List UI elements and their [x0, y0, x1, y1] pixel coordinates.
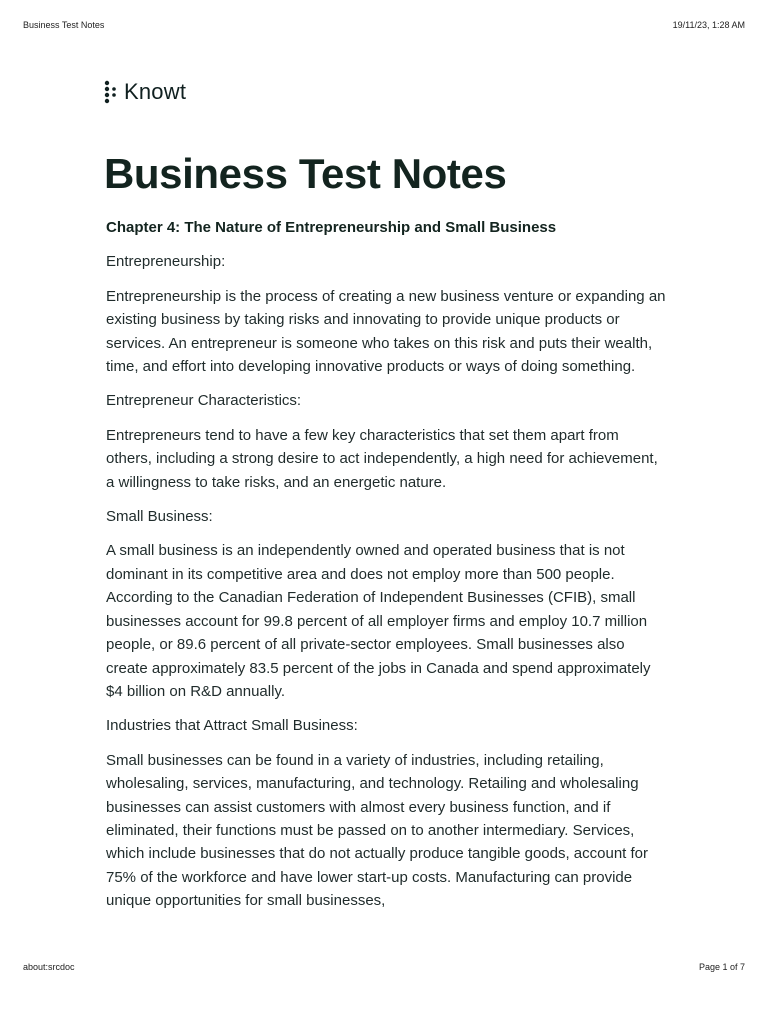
section-body-industries: Small businesses can be found in a variety of industries, including retailing, wholesaling, services, manufacturing, and technology. Retailing and wholesaling businesses can assist customers with almost every business function, and if eliminated, their functions must be passed on to another intermediary. Services, which include businesses that do not actually produce tangible goods, account for 75% of the workforce and have lower start-up costs. Manufacturing can provide unique opportunities for small businesses,	[106, 751, 649, 910]
section-heading-entrepreneur-characteristics: Entrepreneur Characteristics:	[106, 392, 302, 410]
section-body-entrepreneurship: Entrepreneurship is the process of creating a new business venture or expanding an existing business by taking risks and innovating to provide unique products or services. An entrepreneur is someone who takes on this risk and puts their wealth, time, and effort into developing innovative products or ways of doing something.	[106, 287, 666, 376]
print-footer-page-number: Page 1 of 7	[698, 962, 745, 972]
logo-wordmark: Knowt	[124, 79, 187, 104]
section-body-small-business: A small business is an independently owned and operated business that is not dominant in its competitive area and does not employ more than 500 people. According to the Canadian Federation of Independent Businesses (CFIB), small businesses account for 99.8 percent of all employer firms and employ 10.7 million people, or 89.6 percent of all private-sector employees. Small businesses also create approximately 83.5 percent of the jobs in Canada and spend approximately $4 billion on R&D annually.	[106, 542, 651, 700]
document-title: Business Test Notes	[104, 150, 507, 197]
document-body	[106, 216, 666, 924]
section-heading-industries: Industries that Attract Small Business:	[106, 717, 358, 735]
print-header-datetime: 19/11/23, 1:28 AM	[672, 20, 745, 30]
chapter-heading: Chapter 4: The Nature of Entrepreneurship and Small Business	[106, 219, 557, 236]
knowt-logo[interactable]	[104, 80, 186, 104]
knowt-dots-logo-icon	[104, 80, 118, 104]
print-footer-url: about:srcdoc	[23, 962, 75, 972]
section-body-entrepreneur-characteristics: Entrepreneurs tend to have a few key characteristics that set them apart from others, including a strong desire to act independently, a high need for achievement, a willingness to take risks, and an energetic nature.	[106, 426, 658, 491]
print-header-title: Business Test Notes	[23, 20, 105, 30]
section-heading-entrepreneurship: Entrepreneurship:	[106, 253, 226, 271]
section-heading-small-business: Small Business:	[106, 508, 213, 526]
